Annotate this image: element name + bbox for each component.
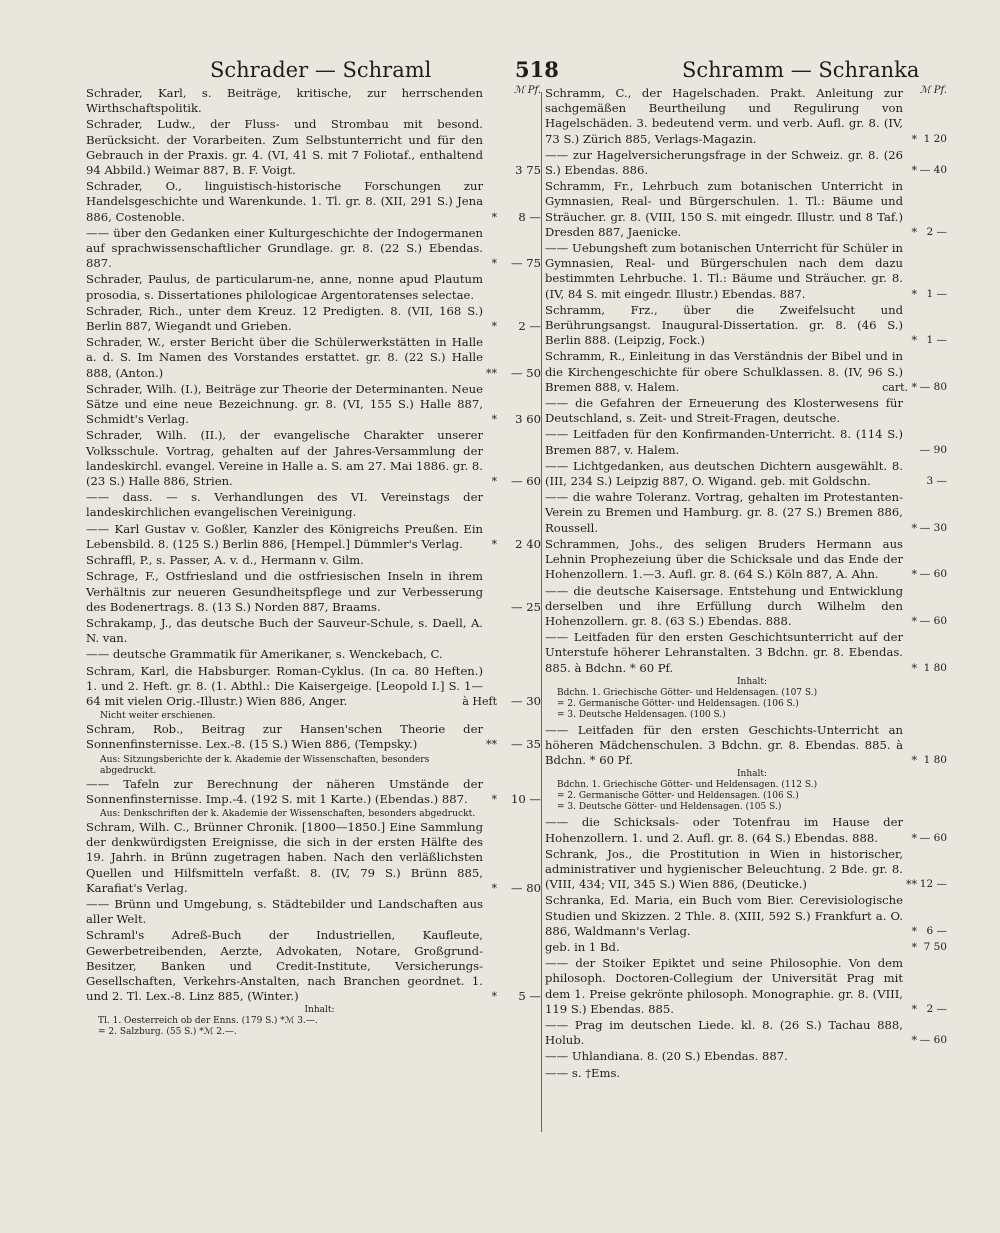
catalog-entry bbox=[545, 349, 947, 395]
entry-price: 8 — bbox=[518, 209, 541, 224]
entry-text: —— Prag im deutschen Liede. kl. 8. (26 S.) Tachau 888, Holub. bbox=[545, 1017, 903, 1048]
entry-price: 10 — bbox=[510, 791, 541, 806]
entry-text: Schrader, Karl, s. Beiträge, kritische, zur herrschenden Wirthschaftspolitik. bbox=[86, 86, 483, 116]
catalog-entry bbox=[545, 1018, 947, 1048]
entry-price: 7 50 bbox=[923, 940, 947, 953]
entry-text: —— der Stoiker Epiktet und seine Philosophie. Von dem philosoph. Doctoren-Collegium der Universität Prag mit dem 1. Preise gekrönte philosoph. Monographie. gr. 8. (VIII, 119 S.) Ebendas. 885. bbox=[545, 956, 903, 1016]
contents-item: Bdchn. 1. Griechische Götter- und Heldensagen. (107 S.) bbox=[557, 687, 818, 698]
entry-mark: * bbox=[911, 521, 917, 535]
catalog-entry bbox=[545, 847, 947, 893]
contents-heading: Inhalt: bbox=[736, 676, 768, 687]
entry-price: — 60 bbox=[919, 614, 947, 627]
entry-price: — 60 bbox=[919, 1034, 947, 1047]
entry-text: Schrader, Wilh. (II.), der evangelische Charakter unserer Volksschule. Vortrag, gehalten auf der Jahres-Versammlung der landeskirchl. evangel. Vereine in Halle a. S. am 27. Mai 1886. gr. 8. (23 S.) Halle 886, Strien. bbox=[86, 428, 483, 489]
catalog-entry bbox=[86, 335, 541, 381]
entry-price: — 40 bbox=[919, 164, 947, 177]
entry-text: —— Uebungsheft zum botanischen Unterricht für Schüler in Gymnasien, Real- und Bürgerschulen nach dem dazu bestimmten Lehrbuche. 1. Tl.: Bäume und Sträucher. gr. 8. (IV, 84 S. mit eingedr. Illustr.) Ebendas. 887. bbox=[545, 241, 903, 301]
contents-list bbox=[545, 677, 947, 721]
entry-text: geb. in 1 Bd. bbox=[545, 939, 620, 954]
entry-price: 1 — bbox=[926, 287, 947, 300]
contents-item: = 2. Germanische Götter- und Heldensagen. (106 S.) bbox=[557, 698, 799, 709]
entry-mark: * bbox=[491, 320, 497, 334]
catalog-entry bbox=[86, 820, 541, 896]
entry-price: — 90 bbox=[919, 443, 947, 456]
entry-text: Schrader, O., linguistisch-historische Forschungen zur Handelsgeschichte und Warenkunde. 1. Tl. gr. 8. (XII, 291 S.) Jena 886, Costenoble. bbox=[86, 179, 483, 224]
contents-item: Bdchn. 1. Griechische Götter- und Heldensagen. (112 S.) bbox=[557, 780, 818, 791]
catalog-entry bbox=[86, 117, 541, 178]
entry-mark: * bbox=[491, 413, 497, 427]
entry-text: —— die Gefahren der Erneuerung des Klosterwesens für Deutschland, s. Zeit- und Streit-Fragen, deutsche. bbox=[545, 396, 903, 426]
entry-mark: * bbox=[911, 132, 917, 146]
contents-item: Tl. 1. Oesterreich ob der Enns. (179 S.) *ℳ 3.—. bbox=[98, 1016, 318, 1027]
entry-price: 6 — bbox=[926, 924, 947, 937]
entry-mark: * bbox=[911, 1034, 917, 1048]
entry-mark: * bbox=[491, 990, 497, 1004]
entry-mark: * bbox=[491, 537, 497, 551]
entry-note: Aus: Denkschriften der k. Akademie der Wissenschaften, besonders abgedruckt. bbox=[100, 807, 476, 819]
header-left-title: Schrader — Schraml bbox=[210, 58, 432, 82]
right-column: ℳ Pf. Schramm, C., der Hagelschaden. Prakt. Anleitung zur sachgemäßen Beurtheilung und Regulirung von Hagelschäden. 3. bedeutend verm. und verb. Aufl. gr. 8. (IV, 73 S.) Zürich 885, Verlags-Magazin. * 1 20 —— zur Hagelversicherungsfrage in der Schweiz. gr. 8. (26 S.) Ebendas. 886. * — 40 Schramm, Fr., Lehrbuch zum botanischen Unterricht in Gymnasien, Real- und Bürgerschulen. 1. Tl.: Bäume und Sträucher. gr. 8. (VIII, 150 S. mit eingedr. Illustr. und 8 Taf.) Dresden 887, Jaenicke. * 2 — —— Uebungsheft zum botanischen Unterricht für Schüler in Gymnasien, Real- und Bürgerschulen nach dem dazu bestimmten Lehrbuche. 1. Tl.: Bäume und Sträucher. gr. 8. (IV, 84 S. mit eingedr. Illustr.) Ebendas. 887. * 1 — Schramm, Frz., über die Zweifelsucht und Berührungsangst. Inaugural-Dissertation. gr. 8. (46 S.) Berlin 888. (Leipzig, Fock.) * 1 — Schramm, R., Einleitung in das Verständnis der Bibel und in die Kirchengeschichte für obere Schulklassen. 8. (IV, 96 S.) Bremen 888, v. Halem. cart. * — 80 —— die Gefahren der Erneuerung des Klosterwesens für Deutschland, s. Zeit- und Streit-Fragen, deutsche. —— Leitfaden für den Konfirmanden-Unterricht. 8. (114 S.) Bremen 887, v. Halem. — 90 —— Lichtgedanken, aus deutschen Dichtern ausgewählt. 8. (III, 234 S.) Leipzig 887, O. Wigand. geb. mit Goldschn. 3 — —— die wahre Toleranz. Vortrag, gehalten im Protestanten-Verein zu Bremen und Hamburg. gr. 8. (27 S.) Bremen 886, Roussell. * — 30 Schrammen, Johs., des seligen Bruders Hermann aus Lehnin Prophezeiung über die Schicksale und das Ende der Hohenzollern. 1.—3. Aufl. gr. 8. (64 S.) Köln 887, A. Ahn. * — 60 —— die deutsche Kaisersage. Entstehung und Entwicklung derselben und ihre Erfüllung durch Wilhelm den Hohenzollern. gr. 8. (63 S.) Ebendas. 888. * — 60 —— Leitfaden für den ersten Geschichtsunterricht auf der Unterstufe höherer Lehranstalten. 3 Bdchn. gr. 8. Ebendas. 885. à Bdchn. * 60 Pf. * 1 80 Inhalt: Bdchn. 1. Griechische Götter- und Heldensagen. (107 S.) = 2. Germanische Götter- und Heldensagen. (106 S.) = 3. Deutsche Heldensagen. (100 S.) —— Leitfaden für den ersten Geschichts-Unterricht an höheren Mädchenschulen. 3 Bdchn. gr. 8. Ebendas. 885. à Bdchn. * 60 Pf. * 1 80 Inhalt: Bdchn. 1. Griechische Götter- und Heldensagen. (112 S.) = 2. Germanische Götter- und Heldensagen. (106 S.) = 3. Deutsche Götter- und Heldensagen. (105 S.) —— die Schicksals- oder Totenfrau im Hause der Hohenzollern. 1. und 2. Aufl. gr. 8. (64 S.) Ebendas. 888. * — 60 Schrank, Jos., die Prostitution in Wien in historischer, administrativer und hygienischer Beleuchtung. 2 Bde. gr. 8. (VIII, 434; VII, 345 S.) Wien 886, (Deuticke.) ** 12 — Schranka, Ed. Maria, ein Buch vom Bier. Cerevisiologische Studien und Skizzen. 2 Thle. 8. (XIII, 592 S.) Frankfurt a. O. 886, Waldmann's Verlag. * 6 — geb. in 1 Bd. * 7 50 —— der Stoiker Epiktet und seine Philosophie. Von dem philosoph. Doctoren-Collegium der Universität Prag mit dem 1. Preise gekrönte philosoph. Monographie. gr. 8. (VIII, 119 S.) Ebendas. 885. * 2 — —— Prag im deutschen Liede. kl. 8. (26 S.) Tachau 888, Holub. * — 60 —— Uhlandiana. 8. (20 S.) Ebendas. 887. —— s. †Ems. bbox=[545, 85, 947, 1080]
catalog-entry bbox=[545, 427, 947, 457]
entry-price: 1 80 bbox=[923, 661, 947, 674]
entry-text: Schrader, Rich., unter dem Kreuz. 12 Predigten. 8. (VII, 168 S.) Berlin 887, Wiegandt und Grieben. bbox=[86, 303, 483, 334]
header-right-title: Schramm — Schranka bbox=[682, 58, 920, 82]
entry-text: Schram, Rob., Beitrag zur Hansen'schen Theorie der Sonnenfinsternisse. Lex.-8. (15 S.) Wien 886, (Tempsky.) bbox=[86, 722, 483, 752]
entry-text: Schrader, Wilh. (I.), Beiträge zur Theorie der Determinanten. Neue Sätze und eine neue Bezeichnung. gr. 8. (VI, 155 S.) Halle 887, Schmidt's Verlag. bbox=[86, 381, 483, 427]
entry-text: Schramm, C., der Hagelschaden. Prakt. Anleitung zur sachgemäßen Beurtheilung und Regulirung von Hagelschäden. 3. bedeutend verm. und verb. Aufl. gr. 8. (IV, 73 S.) Zürich 885, Verlags-Magazin. bbox=[545, 86, 903, 146]
contents-list bbox=[545, 769, 947, 813]
entry-price: 2 — bbox=[518, 319, 541, 334]
entry-text: —— Leitfaden für den ersten Geschichtsunterricht auf der Unterstufe höherer Lehranstalten. 3 Bdchn. gr. 8. Ebendas. 885. à Bdchn. * 60 Pf. bbox=[545, 630, 903, 675]
catalog-entry bbox=[86, 616, 541, 646]
catalog-entry bbox=[545, 956, 947, 1017]
entry-text: Schrage, F., Ostfriesland und die ostfriesischen Inseln in ihrem Verhältnis zur neueren Gesundheitspflege und zur Verbesserung des Bodenertrags. 8. (13 S.) Norden 887, Braams. bbox=[86, 569, 483, 614]
entry-price: — 30 bbox=[510, 693, 541, 708]
entry-text: —— Leitfaden für den Konfirmanden-Unterricht. 8. (114 S.) Bremen 887, v. Halem. bbox=[545, 427, 903, 457]
entry-mark: * bbox=[911, 225, 917, 239]
entry-mark: * bbox=[491, 792, 497, 806]
entry-text: —— die Schicksals- oder Totenfrau im Hause der Hohenzollern. 1. und 2. Aufl. gr. 8. (64 S.) Ebendas. 888. bbox=[545, 815, 903, 845]
catalog-entry bbox=[86, 777, 541, 807]
contents-item: = 3. Deutsche Götter- und Heldensagen. (105 S.) bbox=[557, 802, 782, 813]
entry-text: —— Brünn und Umgebung, s. Städtebilder und Landschaften aus aller Welt. bbox=[86, 896, 483, 927]
entry-price: 2 40 bbox=[515, 536, 541, 551]
entry-mark: * bbox=[911, 940, 917, 954]
entry-mark: ** bbox=[486, 738, 497, 752]
catalog-entry bbox=[545, 459, 947, 489]
column-divider bbox=[541, 92, 542, 1132]
entry-mark: * bbox=[911, 164, 917, 178]
catalog-entry bbox=[86, 647, 541, 662]
contents-item: = 2. Germanische Götter- und Heldensagen. (106 S.) bbox=[557, 791, 799, 802]
entry-mark: * bbox=[911, 287, 917, 301]
catalog-entry bbox=[86, 428, 541, 489]
catalog-entry bbox=[86, 722, 541, 752]
contents-list bbox=[86, 1005, 541, 1038]
entry-price: 1 80 bbox=[923, 754, 947, 767]
entry-text: —— Lichtgedanken, aus deutschen Dichtern ausgewählt. 8. (III, 234 S.) Leipzig 887, O. Wigand. geb. mit Goldschn. bbox=[545, 458, 903, 489]
catalog-entry bbox=[86, 897, 541, 927]
contents-heading: Inhalt: bbox=[736, 769, 768, 780]
page-number: 518 bbox=[515, 57, 559, 82]
entry-text: Schrank, Jos., die Prostitution in Wien in historischer, administrativer und hygienischer Beleuchtung. 2 Bde. gr. 8. (VIII, 434; VII, 345 S.) Wien 886, (Deuticke.) bbox=[545, 846, 903, 892]
entry-text: —— deutsche Grammatik für Amerikaner, s. Wenckebach, C. bbox=[86, 647, 443, 662]
entry-text: Schramm, R., Einleitung in das Verständnis der Bibel und in die Kirchengeschichte für obere Schulklassen. 8. (IV, 96 S.) Bremen 888, v. Halem. bbox=[545, 349, 903, 394]
entry-price: 5 — bbox=[518, 989, 541, 1004]
catalog-entry bbox=[545, 584, 947, 630]
entry-price: — 60 bbox=[510, 474, 541, 489]
entry-mark: cart. * bbox=[882, 380, 917, 394]
entry-price: 3 — bbox=[926, 475, 947, 488]
entry-mark: * bbox=[491, 257, 497, 271]
entry-text: —— die deutsche Kaisersage. Entstehung und Entwicklung derselben und ihre Erfüllung durch Wilhelm den Hohenzollern. gr. 8. (63 S.) Ebendas. 888. bbox=[545, 583, 903, 628]
catalog-entry bbox=[545, 537, 947, 583]
entry-text: —— über den Gedanken einer Kulturgeschichte der Indogermanen auf sprachwissenschaftlicher Grundlage. gr. 8. (22 S.) Ebendas. 887. bbox=[86, 225, 483, 271]
entry-text: —— Karl Gustav v. Goßler, Kanzler des Königreichs Preußen. Ein Lebensbild. 8. (125 S.) Berlin 886, [Hempel.] Dümmler's Verlag. bbox=[86, 521, 483, 551]
catalog-entry bbox=[545, 815, 947, 845]
entry-text: —— Tafeln zur Berechnung der näheren Umstände der Sonnenfinsternisse. Imp.-4. (192 S. mit 1 Karte.) (Ebendas.) 887. bbox=[86, 776, 483, 806]
catalog-entry bbox=[86, 664, 541, 710]
entry-mark: * bbox=[911, 661, 917, 675]
catalog-entry bbox=[86, 86, 541, 116]
catalog-entry bbox=[545, 396, 947, 426]
entry-price: 3 60 bbox=[515, 412, 541, 427]
left-column: ℳ Pf. Schrader, Karl, s. Beiträge, kritische, zur herrschenden Wirthschaftspolitik. Schrader, Ludw., der Fluss- und Strombau mit besond. Berücksicht. der Vorarbeiten. Zum Selbstunterricht und für den Gebrauch in der Praxis. gr. 4. (VI, 41 S. mit 7 Foliotaf., enthaltend 94 Abbild.) Weimar 887, B. F. Voigt. 3 75 Schrader, O., linguistisch-historische Forschungen zur Handelsgeschichte und Warenkunde. 1. Tl. gr. 8. (XII, 291 S.) Jena 886, Costenoble. * 8 — —— über den Gedanken einer Kulturgeschichte der Indogermanen auf sprachwissenschaftlicher Grundlage. gr. 8. (22 S.) Ebendas. 887. * — 75 Schrader, Paulus, de particularum-ne, anne, nonne apud Plautum prosodia, s. Dissertationes philologicae Argentoratenses selectae. Schrader, Rich., unter dem Kreuz. 12 Predigten. 8. (VII, 168 S.) Berlin 887, Wiegandt und Grieben. * 2 — Schrader, W., erster Bericht über die Schülerwerkstätten in Halle a. d. S. Im Namen des Vorstandes erstattet. gr. 8. (22 S.) Halle 888, (Anton.) ** — 50 Schrader, Wilh. (I.), Beiträge zur Theorie der Determinanten. Neue Sätze und eine neue Bezeichnung. gr. 8. (VI, 155 S.) Halle 887, Schmidt's Verlag. * 3 60 Schrader, Wilh. (II.), der evangelische Charakter unserer Volksschule. Vortrag, gehalten auf der Jahres-Versammlung der landeskirchl. evangel. Vereine in Halle a. S. am 27. Mai 1886. gr. 8. (23 S.) Halle 886, Strien. * — 60 —— dass. — s. Verhandlungen des VI. Vereinstags der landeskirchlichen evangelischen Vereinigung. —— Karl Gustav v. Goßler, Kanzler des Königreichs Preußen. Ein Lebensbild. 8. (125 S.) Berlin 886, [Hempel.] Dümmler's Verlag. * 2 40 Schraffl, P., s. Passer, A. v. d., Hermann v. Gilm. Schrage, F., Ostfriesland und die ostfriesischen Inseln in ihrem Verhältnis zur neueren Gesundheitspflege und zur Verbesserung des Bodenertrags. 8. (13 S.) Norden 887, Braams. — 25 Schrakamp, J., das deutsche Buch der Sauveur-Schule, s. Daell, A. N. van. —— deutsche Grammatik für Amerikaner, s. Wenckebach, C. Schram, Karl, die Habsburger. Roman-Cyklus. (In ca. 80 Heften.) 1. und 2. Heft. gr. 8. (1. Abthl.: Die Kaisergeige. [Leopold I.] S. 1—64 mit vielen Orig.-Illustr.) Wien 886, Anger. à Heft — 30 Nicht weiter erschienen. Schram, Rob., Beitrag zur Hansen'schen Theorie der Sonnenfinsternisse. Lex.-8. (15 S.) Wien 886, (Tempsky.) ** — 35 Aus: Sitzungsberichte der k. Akademie der Wissenschaften, besonders abgedruckt. —— Tafeln zur Berechnung der näheren Umstände der Sonnenfinsternisse. Imp.-4. (192 S. mit 1 Karte.) (Ebendas.) 887. * 10 — Aus: Denkschriften der k. Akademie der Wissenschaften, besonders abgedruckt. Schram, Wilh. C., Brünner Chronik. [1800—1850.] Eine Sammlung der denkwürdigsten Ereignisse, die sich in der ersten Hälfte des 19. Jahrh. in Brünn zugetragen haben. Nach den verläßlichsten Quellen und Hilfsmitteln verfaßt. 8. (IV, 79 S.) Brünn 885, Karafiat's Verlag. * — 80 —— Brünn und Umgebung, s. Städtebilder und Landschaften aus aller Welt. Schraml's Adreß-Buch der Industriellen, Kaufleute, Gewerbetreibenden, Aerzte, Advokaten, Notare, Großgrund-Besitzer, Banken und Credit-Institute, Versicherungs-Gesellschaften, Verkehrs-Anstalten, nach Branchen geordnet. 1. und 2. Tl. Lex.-8. Linz 885, (Winter.) * 5 — Inhalt: Tl. 1. Oesterreich ob der Enns. (179 S.) *ℳ 3.—. = 2. Salzburg. (55 S.) *ℳ 2.—. bbox=[86, 85, 541, 1038]
entry-text: Schrammen, Johs., des seligen Bruders Hermann aus Lehnin Prophezeiung über die Schicksale und das Ende der Hohenzollern. 1.—3. Aufl. gr. 8. (64 S.) Köln 887, A. Ahn. bbox=[545, 536, 903, 582]
entry-price: — 60 bbox=[919, 831, 947, 844]
entry-price: — 60 bbox=[919, 568, 947, 581]
catalog-entry bbox=[86, 522, 541, 552]
catalog-entry bbox=[86, 179, 541, 225]
entry-mark: * bbox=[911, 334, 917, 348]
entry-price: 3 75 bbox=[515, 163, 541, 178]
entry-mark: * bbox=[491, 881, 497, 895]
entry-mark: * bbox=[491, 475, 497, 489]
entry-mark: * bbox=[911, 831, 917, 845]
entry-price: 12 — bbox=[919, 878, 947, 891]
entry-price: — 80 bbox=[510, 880, 541, 895]
entry-price: — 35 bbox=[510, 737, 541, 752]
entry-text: —— Leitfaden für den ersten Geschichts-Unterricht an höheren Mädchenschulen. 3 Bdchn. gr. 8. Ebendas. 885. à Bdchn. * 60 Pf. bbox=[545, 722, 903, 768]
entry-mark: à Heft bbox=[462, 694, 497, 708]
entry-price: — 50 bbox=[510, 365, 541, 380]
catalog-entry bbox=[545, 1049, 947, 1064]
entry-text: Schrader, W., erster Bericht über die Schülerwerkstätten in Halle a. d. S. Im Namen des Vorstandes erstattet. gr. 8. (22 S.) Halle 888, (Anton.) bbox=[86, 335, 483, 380]
entry-text: Schraffl, P., s. Passer, A. v. d., Hermann v. Gilm. bbox=[86, 553, 364, 568]
catalog-entry bbox=[86, 553, 541, 568]
entry-mark: ** bbox=[486, 366, 497, 380]
entry-text: —— die wahre Toleranz. Vortrag, gehalten im Protestanten-Verein zu Bremen und Hamburg. gr. 8. (27 S.) Bremen 886, Roussell. bbox=[545, 490, 903, 535]
catalog-entry bbox=[86, 304, 541, 334]
entry-text: Schrader, Paulus, de particularum-ne, anne, nonne apud Plautum prosodia, s. Dissertationes philologicae Argentoratenses selectae. bbox=[86, 272, 483, 302]
catalog-entry bbox=[545, 490, 947, 536]
catalog-entry bbox=[545, 148, 947, 178]
entry-text: Schranka, Ed. Maria, ein Buch vom Bier. Cerevisiologische Studien und Skizzen. 2 Thle. 8. (XIII, 592 S.) Frankfurt a. O. 886, Waldmann's Verlag. bbox=[545, 893, 903, 938]
entry-mark: * bbox=[911, 1002, 917, 1016]
catalog-entry bbox=[86, 382, 541, 428]
catalog-entry bbox=[545, 1066, 947, 1081]
entry-text: Schramm, Fr., Lehrbuch zum botanischen Unterricht in Gymnasien, Real- und Bürgerschulen. 1. Tl.: Bäume und Sträucher. gr. 8. (VIII, 150 S. mit eingedr. Illustr. und 8 Taf.) Dresden 887, Jaenicke. bbox=[545, 179, 903, 239]
entry-note: Aus: Sitzungsberichte der k. Akademie der Wissenschaften, besonders abgedruckt. bbox=[100, 753, 430, 776]
entry-text: —— s. †Ems. bbox=[545, 1065, 621, 1080]
entry-price: — 30 bbox=[919, 521, 947, 534]
catalog-entry bbox=[545, 630, 947, 676]
contents-item: = 2. Salzburg. (55 S.) *ℳ 2.—. bbox=[98, 1027, 237, 1038]
entry-text: Schramm, Frz., über die Zweifelsucht und Berührungsangst. Inaugural-Dissertation. gr. 8. (46 S.) Berlin 888. (Leipzig, Fock.) bbox=[545, 302, 903, 348]
entry-mark: * bbox=[911, 614, 917, 628]
entry-text: —— Uhlandiana. 8. (20 S.) Ebendas. 887. bbox=[545, 1049, 788, 1064]
entry-note: Nicht weiter erschienen. bbox=[100, 710, 216, 722]
catalog-entry bbox=[545, 940, 947, 955]
entry-price: — 25 bbox=[510, 599, 541, 614]
entry-price: 1 — bbox=[926, 334, 947, 347]
catalog-entry bbox=[545, 723, 947, 769]
entry-price: — 80 bbox=[919, 380, 947, 393]
catalog-entry bbox=[86, 928, 541, 1004]
catalog-entry bbox=[86, 272, 541, 302]
entry-mark: * bbox=[911, 568, 917, 582]
entry-text: —— zur Hagelversicherungsfrage in der Schweiz. gr. 8. (26 S.) Ebendas. 886. bbox=[545, 147, 903, 178]
catalog-entry bbox=[545, 893, 947, 939]
entry-mark: * bbox=[911, 754, 917, 768]
catalog-entry bbox=[86, 226, 541, 272]
entry-price: 2 — bbox=[926, 1002, 947, 1015]
contents-heading: Inhalt: bbox=[304, 1005, 335, 1016]
catalog-entry bbox=[545, 179, 947, 240]
entry-mark: ** bbox=[906, 878, 917, 892]
catalog-entry bbox=[545, 241, 947, 302]
entry-price: 1 20 bbox=[923, 132, 947, 145]
entry-text: Schrakamp, J., das deutsche Buch der Sauveur-Schule, s. Daell, A. N. van. bbox=[86, 615, 483, 646]
catalog-entry bbox=[86, 569, 541, 615]
entry-text: Schram, Karl, die Habsburger. Roman-Cyklus. (In ca. 80 Heften.) 1. und 2. Heft. gr. 8. (1. Abthl.: Die Kaisergeige. [Leopold I.] S. 1—64 mit vielen Orig.-Illustr.) Wien 886, Anger. bbox=[86, 663, 483, 708]
entry-mark: * bbox=[491, 210, 497, 224]
entry-price: — 75 bbox=[510, 256, 541, 271]
entry-text: Schram, Wilh. C., Brünner Chronik. [1800—1850.] Eine Sammlung der denkwürdigsten Ereignisse, die sich in der ersten Hälfte des 19. Jahrh. in Brünn zugetragen haben. Nach den verläßlichsten Quellen und Hilfsmitteln verfaßt. 8. (IV, 79 S.) Brünn 885, Karafiat's Verlag. bbox=[86, 819, 483, 895]
entry-text: Schrader, Ludw., der Fluss- und Strombau mit besond. Berücksicht. der Vorarbeiten. Zum Selbstunterricht und für den Gebrauch in der Praxis. gr. 4. (VI, 41 S. mit 7 Foliotaf., enthaltend 94 Abbild.) Weimar 887, B. F. Voigt. bbox=[86, 117, 483, 178]
catalog-entry bbox=[545, 303, 947, 349]
entry-text: —— dass. — s. Verhandlungen des VI. Vereinstags der landeskirchlichen evangelischen Vereinigung. bbox=[86, 490, 483, 520]
catalog-entry bbox=[86, 490, 541, 520]
entry-text: Schraml's Adreß-Buch der Industriellen, Kaufleute, Gewerbetreibenden, Aerzte, Advokaten, Notare, Großgrund-Besitzer, Banken und Credit-Institute, Versicherungs-Gesellschaften, Verkehrs-Anstalten, nach Branchen geordnet. 1. und 2. Tl. Lex.-8. Linz 885, (Winter.) bbox=[86, 928, 483, 1004]
entry-mark: * bbox=[911, 924, 917, 938]
catalog-entry bbox=[545, 86, 947, 147]
contents-item: = 3. Deutsche Heldensagen. (100 S.) bbox=[557, 709, 726, 720]
entry-price: 2 — bbox=[926, 225, 947, 238]
